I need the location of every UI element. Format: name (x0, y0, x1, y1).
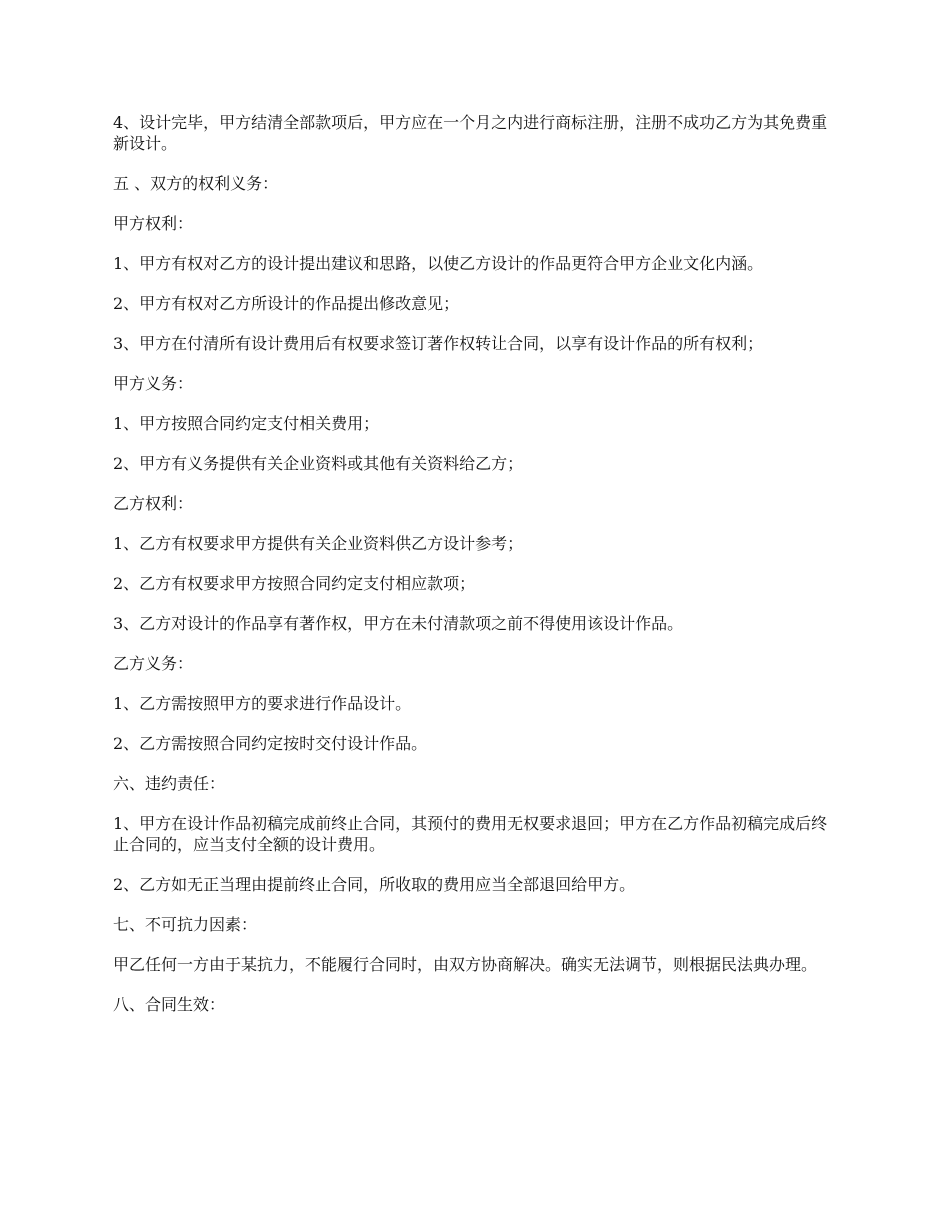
party-b-duty-1: 1、乙方需按照甲方的要求进行作品设计。 (113, 694, 412, 713)
section-7-heading: 七、不可抗力因素： (113, 915, 258, 934)
party-a-duty-2: 2、甲方有义务提供有关企业资料或其他有关资料给乙方； (113, 454, 524, 473)
party-a-duty-1: 1、甲方按照合同约定支付相关费用； (113, 414, 380, 433)
party-b-rights-heading: 乙方权利： (113, 494, 194, 513)
breach-clause-1: 1、甲方在设计作品初稿完成前终止合同，其预付的费用无权要求退回；甲方在乙方作品初稿完成后终止合同的，应当支付全额的设计费用。 (113, 814, 828, 854)
section-8-heading: 八、合同生效： (113, 995, 226, 1014)
document-body (113, 112, 843, 1034)
party-a-rights-heading: 甲方权利： (113, 214, 194, 233)
party-a-duties-heading: 甲方义务： (113, 374, 194, 393)
party-b-duties-heading: 乙方义务： (113, 654, 194, 673)
party-b-right-3: 3、乙方对设计的作品享有著作权，甲方在未付清款项之前不得使用该设计作品。 (113, 614, 684, 633)
party-a-right-3: 3、甲方在付清所有设计费用后有权要求签订著作权转让合同，以享有设计作品的所有权利； (113, 334, 764, 353)
party-b-right-1: 1、乙方有权要求甲方提供有关企业资料供乙方设计参考； (113, 534, 524, 553)
section-6-heading: 六、违约责任： (113, 774, 226, 793)
force-majeure-clause: 甲乙任何一方由于某抗力，不能履行合同时，由双方协商解决。确实无法调节，则根据民法典办理。 (113, 955, 818, 974)
section-5-heading: 五 、双方的权利义务： (113, 174, 279, 193)
breach-clause-2: 2、乙方如无正当理由提前终止合同，所收取的费用应当全部退回给甲方。 (113, 875, 636, 894)
party-a-right-1: 1、甲方有权对乙方的设计提出建议和思路，以使乙方设计的作品更符合甲方企业文化内涵。 (113, 254, 764, 273)
party-b-right-2: 2、乙方有权要求甲方按照合同约定支付相应款项； (113, 574, 476, 593)
party-b-duty-2: 2、乙方需按照合同约定按时交付设计作品。 (113, 734, 428, 753)
clause-4-completion: 4、设计完毕，甲方结清全部款项后，甲方应在一个月之内进行商标注册，注册不成功乙方为其免费重新设计。 (113, 113, 828, 153)
party-a-right-2: 2、甲方有权对乙方所设计的作品提出修改意见； (113, 294, 460, 313)
